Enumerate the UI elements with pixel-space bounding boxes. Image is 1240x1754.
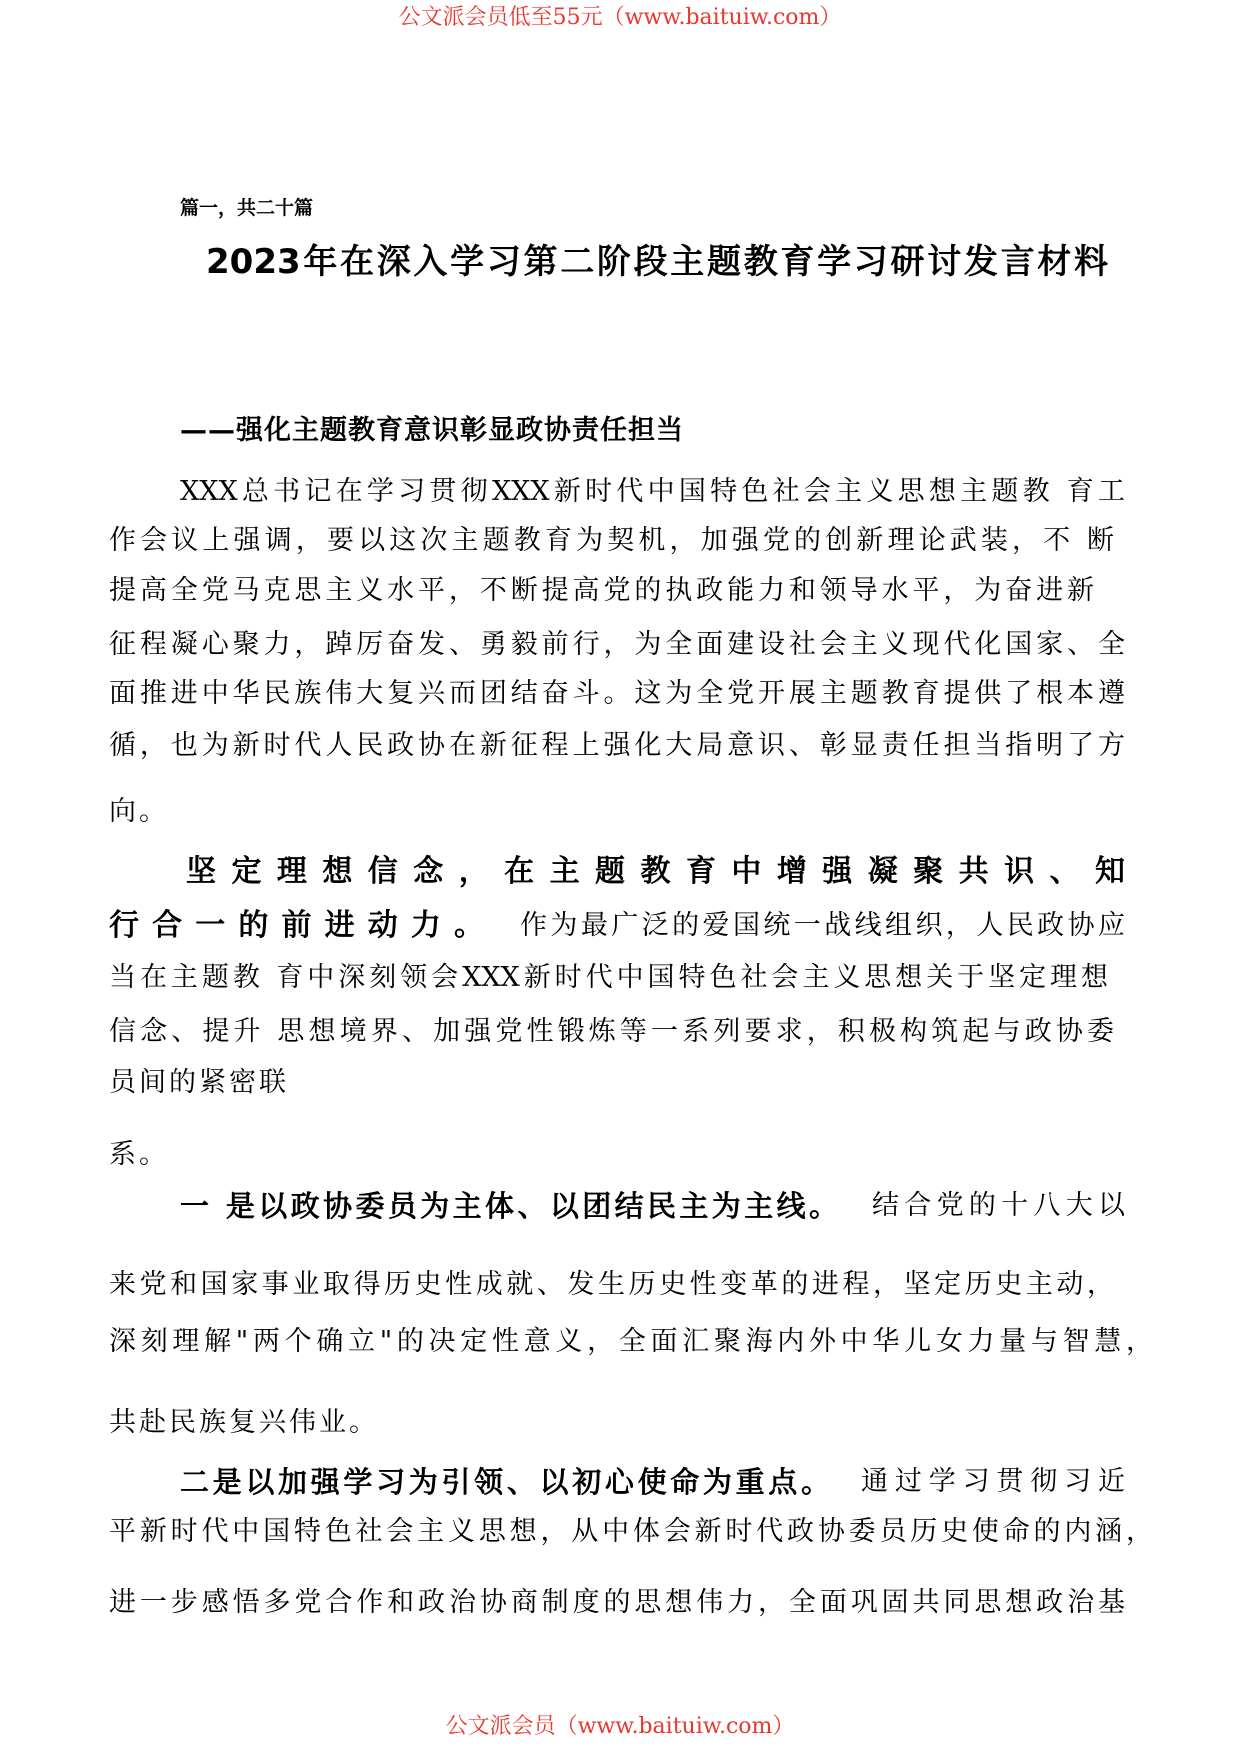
paragraph-line: 平新时代中国特色社会主义思想，从中体会新时代政协委员历史使命的内涵，	[109, 1516, 1153, 1547]
paragraph-line: 作为最广泛的爱国统一战线组织，人民政协应	[520, 910, 1125, 941]
paragraph-line: 进一步感悟多党合作和政治协商制度的思想伟力，全面巩固共同思想政治基	[109, 1587, 1125, 1618]
paragraph-line: 来党和国家事业取得历史性成就、发生历史性变革的进程，坚定历史主动，	[109, 1269, 1114, 1300]
paragraph-line: 征程凝心聚力，踔厉奋发、勇毅前行，为全面建设社会主义现代化国家、全	[109, 629, 1125, 660]
paragraph-line: 结合党的十八大以	[872, 1190, 1125, 1221]
series-label: 篇一，共二十篇	[180, 197, 314, 219]
paragraph-line: XXX总书记在学习贯彻XXX新时代中国特色社会主义思想主题教 育工	[180, 476, 1125, 507]
paragraph-line: 循，也为新时代人民政协在新征程上强化大局意识、彰显责任担当指明了方	[109, 730, 1125, 761]
paragraph-line: 员间的紧密联	[109, 1067, 289, 1098]
paragraph-line: 系。	[109, 1139, 169, 1170]
paragraph-line: 面推进中华民族伟大复兴而团结奋斗。这为全党开展主题教育提供了根本遵	[109, 678, 1125, 709]
paragraph-line: 深刻理解"两个确立"的决定性意义，全面汇聚海内外中华儿女力量与智慧，	[109, 1326, 1153, 1357]
paragraph-line: 当在主题教 育中深刻领会XXX新时代中国特色社会主义思想关于坚定理想	[109, 962, 1108, 993]
point-heading: 一 是以政协委员为主体、以团结民主为主线。	[180, 1189, 838, 1223]
footer-banner: 公文派会员（www.baituiw.com）	[445, 1714, 795, 1739]
header-banner: 公文派会员低至55元（www.baituiw.com）	[398, 5, 842, 30]
paragraph-line: 共赴民族复兴伟业。	[109, 1407, 379, 1438]
document-subtitle: ——强化主题教育意识彰显政协责任担当	[180, 415, 684, 446]
paragraph-line: 信念、提升 思想境界、加强党性锻炼等一系列要求，积极构筑起与政协委	[109, 1016, 1114, 1047]
paragraph-line: 提高全党马克思主义水平，不断提高党的执政能力和领导水平，为奋进新	[109, 575, 1094, 606]
section-heading-line: 坚定理想信念，在主题教育中增强凝聚共识、知	[186, 854, 1125, 889]
paragraph-line: 通过学习贯彻习近	[861, 1466, 1125, 1497]
paragraph-line: 向。	[109, 796, 169, 827]
point-heading: 二是以加强学习为引领、以初心使命为重点。	[180, 1465, 830, 1499]
section-heading-line: 行合一的前进动力。	[109, 908, 484, 943]
paragraph-line: 作会议上强调，要以这次主题教育为契机，加强党的创新理论武装，不 断	[109, 525, 1114, 556]
document-title: 2023年在深入学习第二阶段主题教育学习研讨发言材料	[206, 242, 1108, 282]
